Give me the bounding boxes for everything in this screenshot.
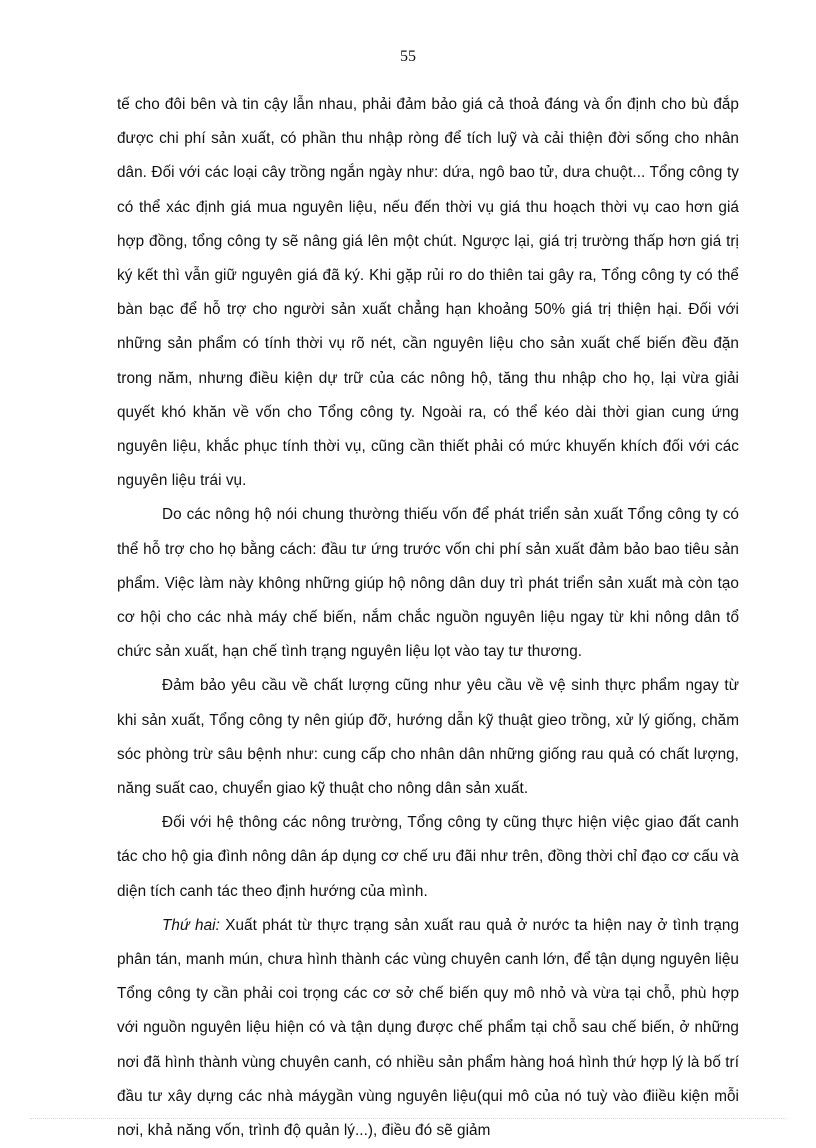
page-number: 55	[400, 48, 416, 65]
paragraph-continued: tế cho đôi bên và tin cậy lẫn nhau, phải đảm bảo giá cả thoả đáng và ổn định cho bù đắp được chi phí sản xuất, có phần thu nhập ròng để tích luỹ và cải thiện đời sống cho nhân dân. Đối với các loại cây trồng ngắn ngày như: dứa, ngô bao tử, dưa chuột... Tổng công ty có thể xác định giá mua nguyên liệu, nếu đến thời vụ giá thu hoạch thời vụ cao hơn giá hợp đồng, tổng công ty sẽ nâng giá lên một chút. Ngược lại, giá trị trường thấp hơn giá trị ký kết thì vẫn giữ nguyên giá đã ký. Khi gặp rủi ro do thiên tai gây ra, Tổng công ty có thể bàn bạc để hỗ trợ cho người sản xuất chẳng hạn khoảng 50% giá trị thiện hại. Đối với những sản phẩm có tính thời vụ rõ nét, cần nguyên liệu cho sản xuất chế biến đều đặn trong năm, nhưng điều kiện dự trữ của các nông hộ, tăng thu nhập cho họ, lại vừa giải quyết khó khăn về vốn cho Tổng công ty. Ngoài ra, có thể kéo dài thời gian cung ứng nguyên liệu, khắc phục tính thời vụ, cũng cần thiết phải có mức khuyến khích đối với các nguyên liệu trái vụ.	[117, 96, 739, 490]
body-text	[117, 88, 739, 1148]
paragraph-farmer-capital: Do các nông hộ nói chung thường thiếu vốn để phát triển sản xuất Tổng công ty có thể hỗ trợ cho họ bằng cách: đầu tư ứng trước vốn chi phí sản xuất đảm bảo bao tiêu sản phẩm. Việc làm này không những giúp hộ nông dân duy trì phát triển sản xuất mà còn tạo cơ hội cho các nhà máy chế biến, nắm chắc nguồn nguyên liệu ngay từ khi nông dân tổ chức sản xuất, hạn chế tình trạng nguyên liệu lọt vào tay tư thương.	[117, 506, 739, 661]
paragraph-lead-italic: Thứ hai:	[162, 916, 220, 934]
paragraph-quality-requirements: Đảm bảo yêu cầu về chất lượng cũng như yêu cầu về vệ sinh thực phẩm ngay từ khi sản xuất, Tổng công ty nên giúp đỡ, hướng dẫn kỹ thuật gieo trồng, xử lý giống, chăm sóc phòng trừ sâu bệnh như: cung cấp cho nhân dân những giống rau quả có chất lượng, năng suất cao, chuyển giao kỹ thuật cho nông dân sản xuất.	[117, 677, 739, 798]
paragraph-second-point-text: Xuất phát từ thực trạng sản xuất rau quả ở nước ta hiện nay ở tình trạng phân tán, manh mún, chưa hình thành các vùng chuyên canh lớn, để tận dụng nguyên liệu Tổng công ty cần phải coi trọng các cơ sở chế biến quy mô nhỏ và vừa tại chỗ, phù hợp với nguồn nguyên liệu hiện có và tận dụng được chế phẩm tại chỗ sau chế biến, ở những nơi đã hình thành vùng chuyên canh, có nhiều sản phẩm hàng hoá hình thứ hợp lý là bố trí đầu tư xây dựng các nhà máygần vùng nguyên liệu(qui mô của nó tuỳ vào điiều kiện mỗi nơi, khả năng vốn, trình độ quản lý...), điều đó sẽ giảm	[117, 916, 739, 1140]
paragraph-second-point	[117, 909, 739, 1148]
page-bottom-border	[30, 1118, 786, 1119]
paragraph-state-farms: Đối với hệ thông các nông trường, Tổng công ty cũng thực hiện việc giao đất canh tác cho hộ gia đình nông dân áp dụng cơ chế ưu đãi như trên, đồng thời chỉ đạo cơ cấu và diện tích canh tác theo định hướng của mình.	[117, 814, 739, 900]
